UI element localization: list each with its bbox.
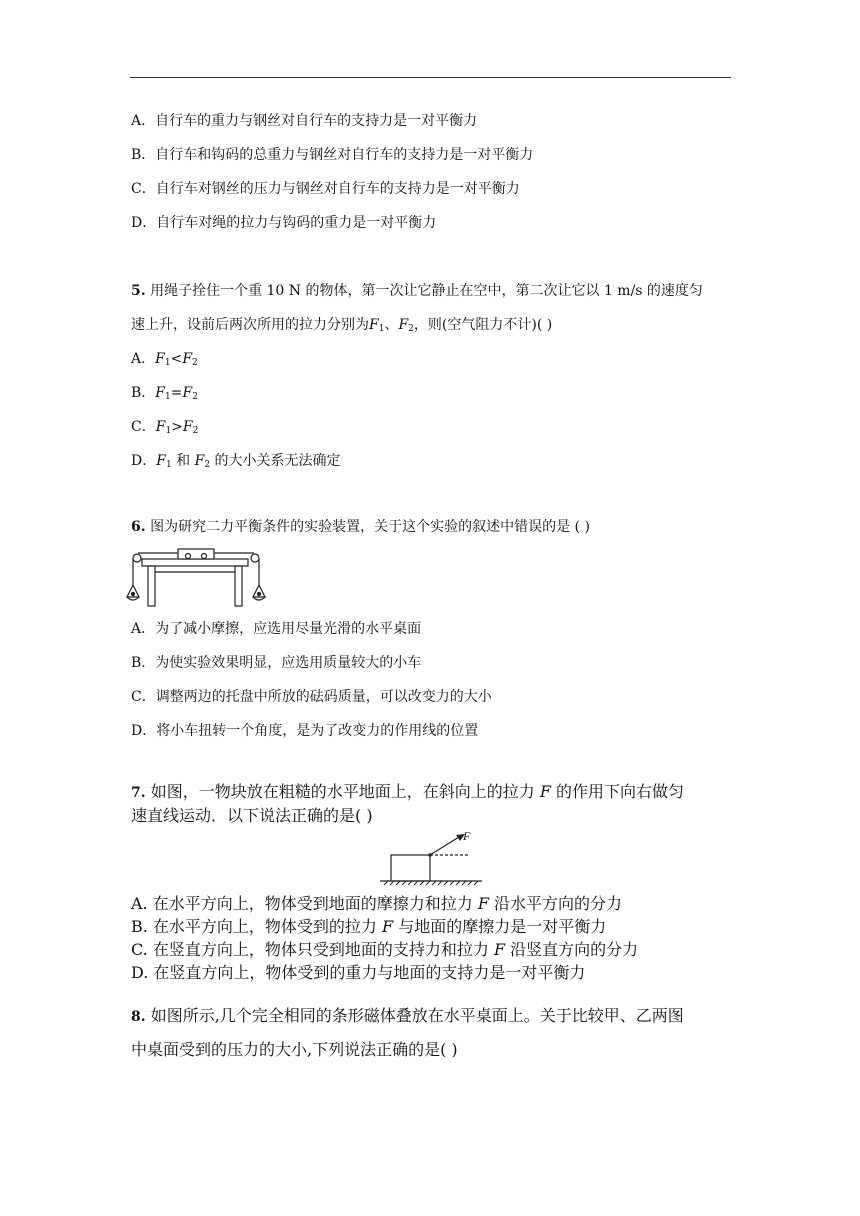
q6-option-b: B．为使实验效果明显，应选用质量较大的小车 (131, 655, 422, 671)
q7-stem-line2: 速直线运动．以下说法正确的是( ) (131, 806, 373, 825)
q6-option-c: C．调整两边的托盘中所放的砝码质量，可以改变力的大小 (131, 689, 492, 705)
q7-figure-force-label: F (463, 829, 471, 843)
q6-option-d: D．将小车扭转一个角度，是为了改变力的作用线的位置 (131, 723, 479, 739)
q4-option-a: A．自行车的重力与钢丝对自行车的支持力是一对平衡力 (131, 113, 478, 129)
q8-stem-line1: 8. 如图所示,几个完全相同的条形磁体叠放在水平桌面上。关于比较甲、乙两图 (131, 1006, 684, 1025)
header-rule (130, 77, 731, 78)
q5-option-a: A．$F_1<F_2$ (131, 351, 198, 368)
q5-option-b: B．$F_1=F_2$ (131, 385, 198, 402)
q6-option-a: A．为了减小摩擦，应选用尽量光滑的水平桌面 (131, 621, 422, 637)
q6-stem: 6. 图为研究二力平衡条件的实验装置，关于这个实验的叙述中错误的是 ( ) (131, 519, 590, 535)
q5-option-c: C．$F_1>F_2$ (131, 419, 199, 436)
q6-number: 6. (131, 519, 146, 535)
q5-stem-line2: 速上升，设前后两次所用的拉力分别为$F_1$、$F_2$，则(空气阻力不计)( ) (131, 317, 553, 334)
q5-stem-line1: 5. 用绳子拴住一个重 10 N 的物体，第一次让它静止在空中，第二次让它以 1 m/s 的速度匀 (131, 283, 703, 299)
q7-stem-line1: 7. 如图，一物块放在粗糙的水平地面上，在斜向上的拉力 F 的作用下向右做匀 (131, 782, 685, 801)
q7-option-a: A. 在水平方向上，物体受到地面的摩擦力和拉力 F 沿水平方向的分力 (131, 894, 623, 913)
q5-option-d: D．$F_1$ 和 $F_2$ 的大小关系无法确定 (131, 453, 341, 470)
q8-stem-line2: 中桌面受到的压力的大小,下列说法正确的是( ) (131, 1040, 458, 1059)
q4-option-d: D．自行车对绳的拉力与钩码的重力是一对平衡力 (131, 215, 437, 231)
q7-block-figure (376, 828, 486, 886)
q5-number: 5. (131, 283, 146, 299)
q8-number: 8. (131, 1009, 146, 1025)
q7-option-b: B. 在水平方向上，物体受到的拉力 F 与地面的摩擦力是一对平衡力 (131, 917, 607, 936)
q7-number: 7. (131, 785, 146, 801)
q6-apparatus-figure (126, 545, 266, 610)
q4-option-c: C．自行车对钢丝的压力与钢丝对自行车的支持力是一对平衡力 (131, 181, 520, 197)
q7-option-d: D. 在竖直方向上，物体受到的重力与地面的支持力是一对平衡力 (131, 963, 586, 982)
q4-option-b: B．自行车和钩码的总重力与钢丝对自行车的支持力是一对平衡力 (131, 147, 534, 163)
q7-option-c: C. 在竖直方向上，物体只受到地面的支持力和拉力 F 沿竖直方向的分力 (131, 940, 639, 959)
